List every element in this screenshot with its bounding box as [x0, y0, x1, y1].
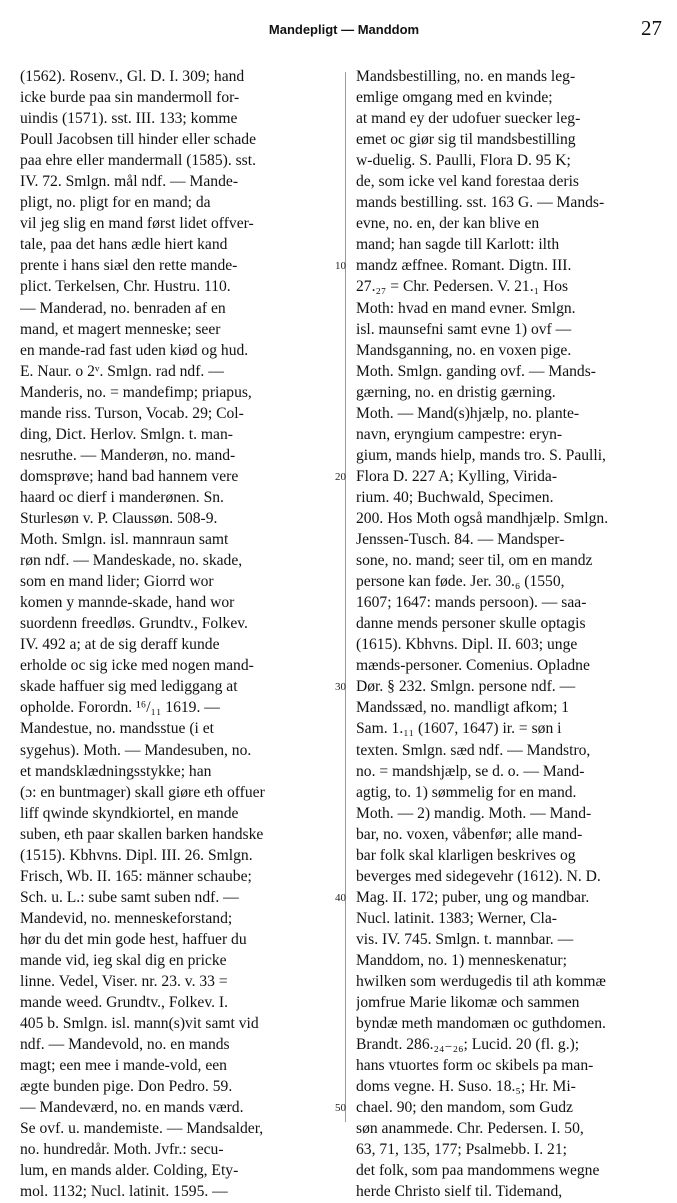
text-line: — Manderad, no. benraden af en — [20, 299, 226, 317]
text-line: (ɔ: en buntmager) skall giøre eth offuer — [20, 783, 265, 801]
text-line: Moth: hvad en mand evner. Smlgn. — [356, 299, 576, 317]
text-line: hans vtuortes form oc skibels pa man- — [356, 1057, 594, 1075]
line-number: 20 — [335, 470, 346, 483]
text-line: opholde. Forordn. ¹⁶/₁₁ 1619. — — [20, 699, 220, 717]
text-line: erholde oc sig icke med nogen mand- — [20, 657, 254, 675]
text-line: no. hundredår. Moth. Jvfr.: secu- — [20, 1141, 224, 1159]
text-line: vil jeg slig en mand først lidet offver- — [20, 215, 254, 233]
text-line: rium. 40; Buchwald, Specimen. — [356, 488, 554, 506]
text-line: w-duelig. S. Paulli, Flora D. 95 K; — [356, 152, 571, 170]
text-line: bar, no. voxen, våbenfør; alle mand- — [356, 825, 583, 843]
text-line: mænds-personer. Comenius. Opladne — [356, 657, 590, 675]
text-line: Brandt. 286.₂₄₋₂₆; Lucid. 20 (fl. g.); — [356, 1036, 580, 1054]
text-line: Mag. II. 172; puber, ung og mandbar. — [356, 888, 590, 906]
text-line: nesruthe. — Manderøn, no. mand- — [20, 446, 236, 464]
text-line: Mandsganning, no. en voxen pige. — [356, 341, 572, 359]
text-line: danne mends personer skulle optagis — [356, 615, 586, 633]
text-line: navn, eryngium campestre: eryn- — [356, 425, 563, 443]
text-line: gium, mands hielp, mands tro. S. Paulli, — [356, 446, 606, 464]
page-header — [20, 14, 668, 40]
text-line: hør du det min gode hest, haffuer du — [20, 930, 247, 948]
right-column — [356, 66, 669, 1203]
text-line: magt; een mee i mande-vold, een — [20, 1057, 227, 1075]
text-line: mande vid, ieg skal dig en pricke — [20, 951, 227, 969]
text-line: haard oc dierf i manderønen. Sn. — [20, 488, 224, 506]
text-line: Nucl. latinit. 1383; Werner, Cla- — [356, 909, 557, 927]
text-line: Sam. 1.₁₁ (1607, 1647) ir. = søn i — [356, 720, 562, 738]
line-number: 30 — [335, 681, 346, 694]
text-line: E. Naur. o 2ᵛ. Smlgn. rad ndf. — — [20, 362, 224, 380]
text-line: (1615). Kbhvns. Dipl. II. 603; unge — [356, 636, 578, 654]
text-line: uindis (1571). sst. III. 133; komme — [20, 110, 238, 128]
text-line: Sch. u. L.: sube samt suben ndf. — — [20, 888, 239, 906]
text-line: hwilken som werdugedis til ath kommæ — [356, 973, 606, 991]
text-line: Moth. Smlgn. ganding ovf. — Mands- — [356, 362, 596, 380]
text-line: byndæ meth mandomæn oc guthdomen. — [356, 1015, 606, 1033]
text-line: mands bestilling. sst. 163 G. — Mands- — [356, 194, 605, 212]
text-line: Mandssæd, no. mandligt afkom; 1 — [356, 699, 570, 717]
text-line: (1562). Rosenv., Gl. D. I. 309; hand — [20, 68, 245, 85]
text-line: ægte bunden pige. Don Pedro. 59. — [20, 1078, 233, 1096]
text-line: suben, eth paar skallen barken handske — [20, 825, 264, 843]
text-line: linne. Vedel, Viser. nr. 23. v. 33 = — [20, 973, 228, 991]
text-line: pligt, no. pligt for en mand; da — [20, 194, 211, 212]
text-line: tale, paa det hans ædle hiert kand — [20, 236, 228, 254]
text-line: Se ovf. u. mandemiste. — Mandsalder, — [20, 1120, 264, 1138]
text-line: 405 b. Smlgn. isl. mann(s)vit samt vid — [20, 1015, 259, 1033]
text-line: 27.₂₇ = Chr. Pedersen. V. 21.₁ Hos — [356, 278, 569, 296]
text-line: paa ehre eller mandermall (1585). sst. — [20, 152, 256, 170]
text-line: mandz æffnee. Romant. Digtn. III. — [356, 257, 572, 275]
text-line: herde Christo sielf til. Tidemand, — [356, 1183, 563, 1201]
text-line: bar folk skal klarligen beskrives og — [356, 846, 576, 864]
text-line: Moth. Smlgn. isl. mannraun samt — [20, 531, 229, 549]
text-line: isl. maunsefni samt evne 1) ovf — — [356, 320, 572, 338]
text-line: ding, Dict. Herlov. Smlgn. t. man- — [20, 425, 233, 443]
text-line: skade haffuer sig med lediggang at — [20, 678, 238, 696]
text-line: komen y mannde-skade, hand wor — [20, 594, 235, 612]
text-line: ndf. — Mandevold, no. en mands — [20, 1036, 230, 1054]
text-line: texten. Smlgn. sæd ndf. — Mandstro, — [356, 741, 591, 759]
text-line: no. = mandshjælp, se d. o. — Mand- — [356, 762, 585, 780]
text-line: mol. 1132; Nucl. latinit. 1595. — — [20, 1183, 228, 1201]
text-line: 200. Hos Moth også mandhjælp. Smlgn. — [356, 509, 609, 527]
page-number: 27 — [641, 16, 662, 40]
text-line: prente i hans siæl den rette mande- — [20, 257, 238, 275]
text-line: Moth. — Mand(s)hjælp, no. plante- — [356, 404, 580, 422]
text-line: sygehus). Moth. — Mandesuben, no. — [20, 741, 252, 759]
text-line: beverges med sidegevehr (1612). N. D. — [356, 867, 601, 885]
text-line: søn anammede. Chr. Pedersen. I. 50, — [356, 1120, 584, 1138]
text-line: Mandsbestilling, no. en mands leg- — [356, 68, 576, 85]
line-number: 50 — [335, 1102, 346, 1115]
text-line: chael. 90; den mandom, som Gudz — [356, 1099, 573, 1117]
text-line: Frisch, Wb. II. 165: männer schaube; — [20, 867, 252, 885]
text-line: emet oc giør sig til mandsbestilling — [356, 131, 576, 149]
text-line: doms vegne. H. Suso. 18.₅; Hr. Mi- — [356, 1078, 576, 1096]
text-line: en mande-rad fast uden kiød og hud. — [20, 341, 249, 359]
text-line: et mandsklædningsstykke; han — [20, 762, 212, 780]
text-line: Manderis, no. = mandefimp; priapus, — [20, 383, 252, 401]
text-line: de, som icke vel kand forestaa deris — [356, 173, 579, 191]
text-line: Poull Jacobsen till hinder eller schade — [20, 131, 257, 149]
text-line: vis. IV. 745. Smlgn. t. mannbar. — — [356, 930, 574, 948]
text-line: Dør. § 232. Smlgn. persone ndf. — — [356, 678, 576, 696]
text-line: Jenssen-Tusch. 84. — Mandsper- — [356, 531, 565, 549]
text-line: Mandestue, no. mandsstue (i et — [20, 720, 215, 738]
text-line: persone kan føde. Jer. 30.₆ (1550, — [356, 573, 565, 591]
running-head-title: Mandepligt — Manddom — [268, 22, 420, 37]
text-line: mande weed. Grundtv., Folkev. I. — [20, 994, 229, 1012]
text-line: Mandevid, no. menneskeforstand; — [20, 909, 233, 927]
text-line: mand, et magert menneske; seer — [20, 320, 221, 338]
text-line: (1515). Kbhvns. Dipl. III. 26. Smlgn. — [20, 846, 253, 864]
text-line: mand; han sagde till Karlott: ilth — [356, 236, 560, 254]
text-line: evne, no. en, der kan blive en — [356, 215, 540, 233]
text-line: Sturlesøn v. P. Claussøn. 508-9. — [20, 509, 218, 527]
text-line: 63, 71, 135, 177; Psalmebb. I. 21; — [356, 1141, 567, 1159]
text-line: emlige omgang med en kvinde; — [356, 89, 553, 107]
text-line: icke burde paa sin mandermoll for- — [20, 89, 240, 107]
text-line: Manddom, no. 1) menneskenatur; — [356, 951, 567, 969]
text-line: at mand ey der udofuer suecker leg- — [356, 110, 581, 128]
text-line: liff qwinde skyndkiortel, en mande — [20, 804, 239, 822]
text-line: det folk, som paa mandommens wegne — [356, 1162, 600, 1180]
line-number: 10 — [335, 260, 346, 273]
text-line: agtig, to. 1) sømmelig for en mand. — [356, 783, 577, 801]
text-line: Flora D. 227 A; Kylling, Virida- — [356, 467, 558, 485]
text-line: plict. Terkelsen, Chr. Hustru. 110. — [20, 278, 231, 296]
column-divider — [345, 72, 346, 1122]
text-line: røn ndf. — Mandeskade, no. skade, — [20, 552, 243, 570]
text-line: suordenn freedløs. Grundtv., Folkev. — [20, 615, 248, 633]
text-line: IV. 492 a; at de sig deraff kunde — [20, 636, 220, 654]
left-column — [20, 66, 332, 1203]
text-line: domsprøve; hand bad hannem vere — [20, 467, 239, 485]
text-line: 1607; 1647: mands persoon). — saa- — [356, 594, 587, 612]
line-number: 40 — [335, 891, 346, 904]
text-line: gærning, no. en dristig gærning. — [356, 383, 556, 401]
text-line: Moth. — 2) mandig. Moth. — Mand- — [356, 804, 592, 822]
text-line: IV. 72. Smlgn. mål ndf. — Mande- — [20, 173, 239, 191]
text-line: jomfrue Marie likomæ och sammen — [356, 994, 580, 1012]
text-line: lum, en mands alder. Colding, Ety- — [20, 1162, 239, 1180]
text-line: — Mandeværd, no. en mands værd. — [20, 1099, 244, 1117]
text-line: sone, no. mand; seer til, om en mandz — [356, 552, 593, 570]
text-line: som en mand lider; Giorrd wor — [20, 573, 214, 591]
text-line: mande riss. Turson, Vocab. 29; Col- — [20, 404, 244, 422]
